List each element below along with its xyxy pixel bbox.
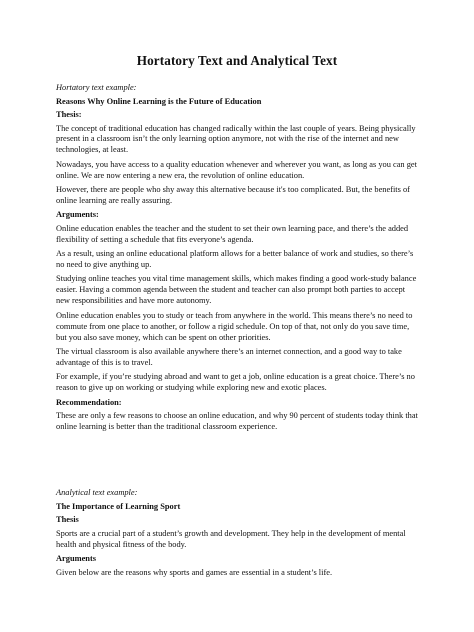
hortatory-argument-paragraph: For example, if you’re studying abroad and want to get a job, online education is a great choice. There’s no reason to give up on working or studying while exploring new and exotic places. (56, 372, 415, 393)
section-spacer (56, 436, 418, 488)
hortatory-argument-paragraph: As a result, using an online educational platform allows for a better balance of work and studies, so there’s no need to give anything up. (56, 249, 414, 270)
hortatory-example-label: Hortatory text example: (56, 83, 137, 92)
hortatory-argument-paragraph: Online education enables the teacher and the student to set their own learning pace, and there’s the added flexibility of setting a schedule that fits everyone’s agenda. (56, 223, 409, 244)
analytical-example-label: Analytical text example: (56, 488, 138, 498)
hortatory-heading: Reasons Why Online Learning is the Future of Education (56, 96, 262, 106)
analytical-thesis-text: Sports are a crucial part of a student’s growth and development. They help in the development of mental health and physical fitness of the body. (56, 528, 406, 549)
document-body (56, 83, 418, 582)
hortatory-thesis-label: Thesis: (56, 110, 82, 119)
analytical-arguments-label: Arguments (56, 554, 97, 564)
hortatory-argument-paragraph: Online education enables you to study or teach from anywhere in the world. This means there’s no need to commute from one place to another, or follow a rigid schedule. On top of that, not only do you save time, but you also save money, which can be spent on other priorities. (56, 310, 413, 342)
hortatory-argument-paragraph: The virtual classroom is also available anywhere there’s an internet connection, and a good way to take advantage of this is to travel. (56, 346, 402, 367)
hortatory-thesis-paragraph: Nowadays, you have access to a quality education whenever and wherever you want, as long as you can get online. We are now entering a new era, the revolution of online education. (56, 159, 417, 180)
analytical-arguments-text: Given below are the reasons why sports and games are essential in a student’s life. (56, 567, 333, 577)
analytical-thesis-label: Thesis (56, 515, 79, 525)
hortatory-recommendation-text: These are only a few reasons to choose an online education, and why 90 percent of students today think that online learning is better than the traditional classroom experience. (56, 411, 418, 431)
hortatory-thesis-paragraph: The concept of traditional education has changed radically within the last couple of years. Being physically present in a classroom isn’t the only learning option anymore, not with the rise of the internet and new technologies, at least. (56, 123, 416, 155)
analytical-heading: The Importance of Learning Sport (56, 501, 181, 511)
hortatory-arguments-label: Arguments: (56, 210, 99, 220)
document-title: Hortatory Text and Analytical Text (136, 53, 338, 68)
hortatory-argument-paragraph: Studying online teaches you vital time management skills, which makes finding a good work-study balance easier. Having a common agenda between the student and teacher can also prompt both parties to accept new responsibilities and have more autonomy. (56, 274, 417, 306)
hortatory-recommendation-label: Recommendation: (56, 397, 122, 407)
hortatory-thesis-paragraph: However, there are people who shy away this alternative because it's too complicated. But, the benefits of online learning are really assuring. (56, 185, 410, 205)
